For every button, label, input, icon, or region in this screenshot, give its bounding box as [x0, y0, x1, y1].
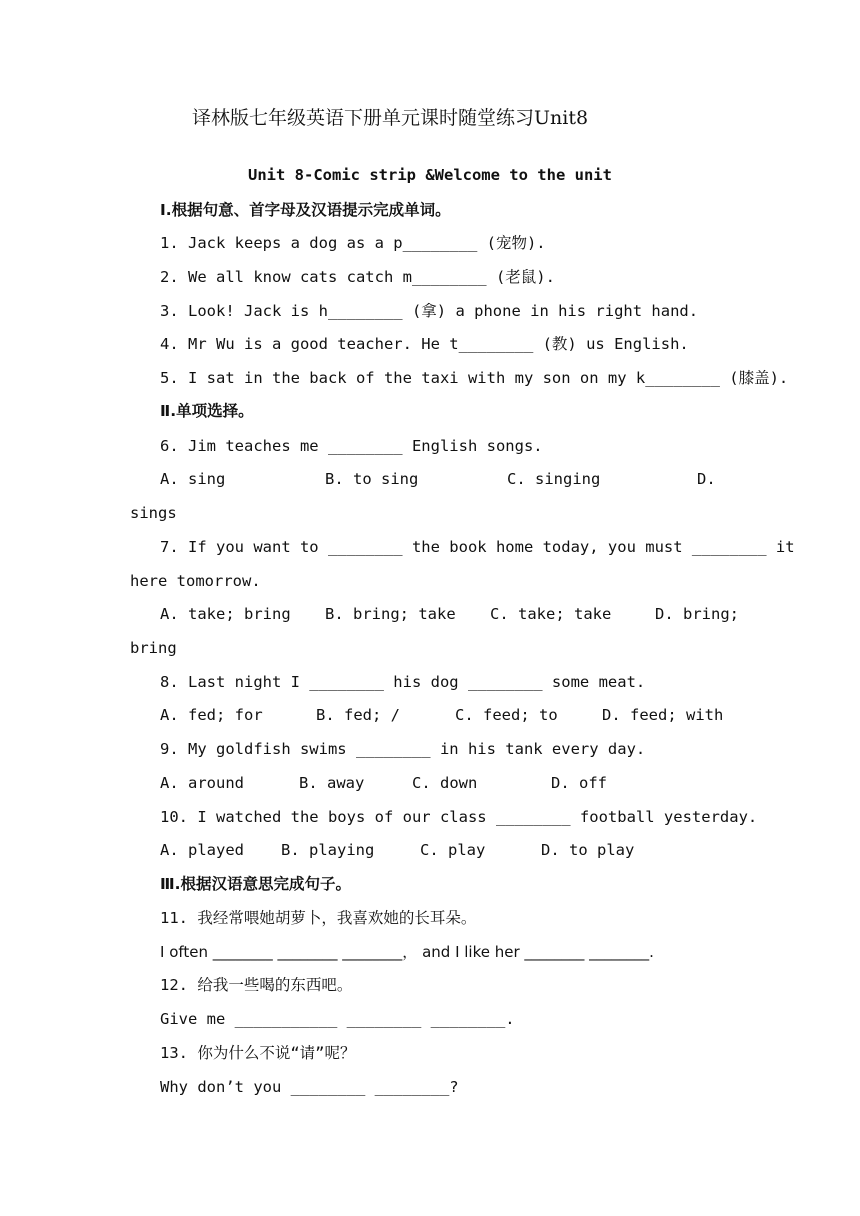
question-6-option-a: A. sing [160, 470, 226, 488]
question-4: 4. Mr Wu is a good teacher. He t________ (教) us English. [160, 335, 689, 353]
question-11-english: I often ________ ________ ________， and I like her ________ ________. [160, 943, 654, 961]
question-11-chinese: 11. 我经常喂她胡萝卜，我喜欢她的长耳朵。 [160, 909, 477, 927]
question-7-stem-wrap: here tomorrow. [130, 572, 261, 590]
question-8-option-a: A. fed; for [160, 706, 263, 724]
question-12-chinese: 12. 给我一些喝的东西吧。 [160, 976, 353, 994]
question-12-english: Give me ___________ ________ ________. [160, 1010, 515, 1028]
question-3: 3. Look! Jack is h________ (拿) a phone in his right hand. [160, 302, 699, 320]
question-10-option-d: D. to play [541, 841, 635, 859]
unit-subtitle: Unit 8-Comic strip &Welcome to the unit [248, 166, 612, 184]
question-6-stem: 6. Jim teaches me ________ English songs. [160, 437, 543, 455]
question-6-option-d-wrap: sings [130, 504, 177, 522]
question-10-option-c: C. play [420, 841, 486, 859]
question-10-stem: 10. I watched the boys of our class ________ football yesterday. [160, 808, 758, 826]
question-7-option-d-wrap: bring [130, 639, 177, 657]
question-8-option-d: D. feed; with [602, 706, 724, 724]
section-3-heading: Ⅲ.根据汉语意思完成句子。 [160, 875, 352, 893]
question-10-option-b: B. playing [281, 841, 375, 859]
question-9-option-a: A. around [160, 774, 244, 792]
question-6-option-b: B. to sing [325, 470, 419, 488]
question-5: 5. I sat in the back of the taxi with my son on my k________ (膝盖). [160, 369, 789, 387]
question-7-option-d: D. bring; [655, 605, 739, 623]
section-2-heading: Ⅱ.单项选择。 [160, 402, 254, 420]
question-9-option-c: C. down [412, 774, 478, 792]
question-13-english: Why don’t you ________ ________? [160, 1078, 459, 1096]
question-7-option-b: B. bring; take [325, 605, 456, 623]
question-10-option-a: A. played [160, 841, 244, 859]
question-7-option-c: C. take; take [490, 605, 612, 623]
question-1: 1. Jack keeps a dog as a p________ (宠物). [160, 234, 546, 252]
question-6-option-d: D. [697, 470, 716, 488]
question-8-option-b: B. fed; / [316, 706, 400, 724]
question-8-stem: 8. Last night I ________ his dog ________ some meat. [160, 673, 646, 691]
document-title: 译林版七年级英语下册单元课时随堂练习Unit8 [192, 107, 589, 129]
question-9-option-d: D. off [551, 774, 607, 792]
question-7-option-a: A. take; bring [160, 605, 291, 623]
question-8-option-c: C. feed; to [455, 706, 558, 724]
question-2: 2. We all know cats catch m________ (老鼠). [160, 268, 555, 286]
question-13-chinese: 13. 你为什么不说“请”呢？ [160, 1044, 356, 1062]
question-7-stem: 7. If you want to ________ the book home today, you must ________ it [160, 538, 795, 556]
question-9-stem: 9. My goldfish swims ________ in his tank every day. [160, 740, 646, 758]
section-1-heading: Ⅰ.根据句意、首字母及汉语提示完成单词。 [160, 201, 451, 219]
question-6-option-c: C. singing [507, 470, 601, 488]
question-9-option-b: B. away [299, 774, 365, 792]
